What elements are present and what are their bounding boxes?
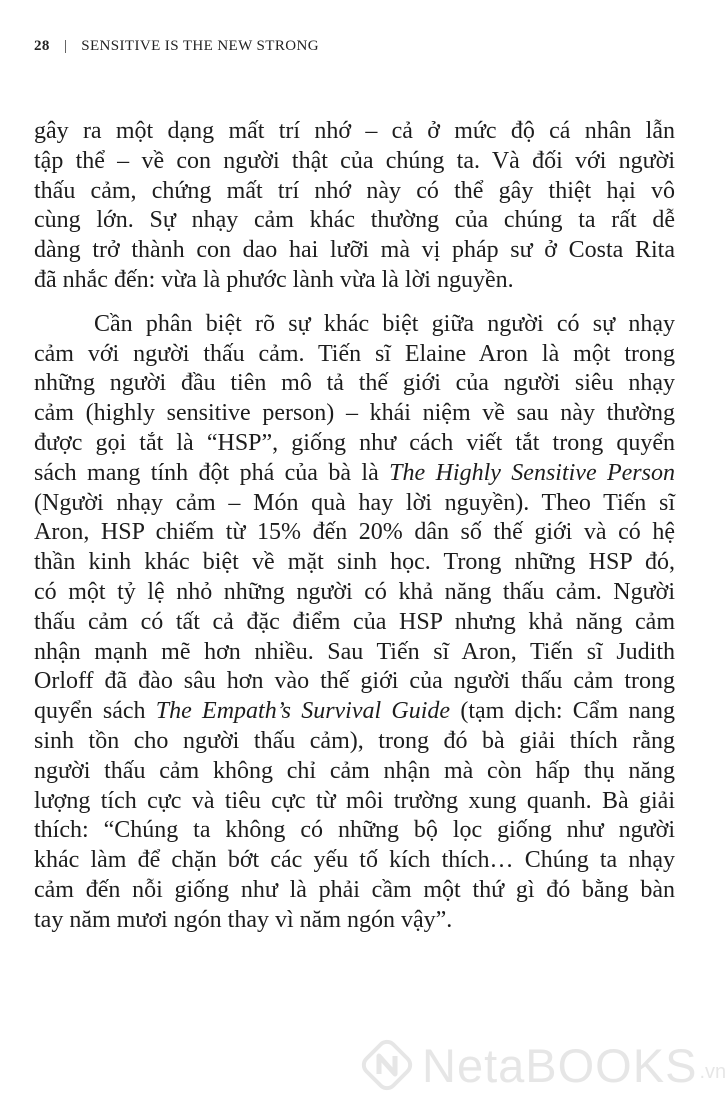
text-line: cảm (highly sensitive person) – khái niệm về sau này thường xyxy=(34,400,675,427)
text-line: có một tỷ lệ nhỏ những người có khả năng thấu cảm. Người xyxy=(34,578,675,605)
text-line: lượng tích cực và tiêu cực từ môi trường xung quanh. Bà giải xyxy=(34,787,675,814)
text-segment: sách mang tính đột phá của bà là xyxy=(34,459,390,486)
header-separator: | xyxy=(63,38,68,54)
text-line: Orloff đã đào sâu hơn vào thế giới của người thấu cảm trong xyxy=(34,668,675,695)
text-line: Aron, HSP chiếm từ 15% đến 20% dân số thế giới và có hệ xyxy=(34,519,675,546)
neta-logo-icon xyxy=(358,1036,416,1094)
text-line: thấu cảm có tất cả đặc điểm của HSP nhưng khả năng cảm xyxy=(34,608,675,635)
running-header xyxy=(34,38,319,55)
text-line: Cần phân biệt rõ sự khác biệt giữa người có sự nhạy xyxy=(94,310,675,337)
text-line: gây ra một dạng mất trí nhớ – cả ở mức độ cá nhân lẫn xyxy=(34,118,675,144)
page-number: 28 xyxy=(34,38,50,54)
text-segment: (tạm dịch: Cẩm nang xyxy=(450,698,676,725)
text-line: khác làm để chặn bớt các yếu tố kích thích… Chúng ta nhạy xyxy=(34,847,675,874)
text-line: sinh tồn cho người thấu cảm), trong đó bà giải thích rằng xyxy=(34,727,675,754)
paragraph-1 xyxy=(34,117,675,296)
text-line: người thấu cảm không chỉ cảm nhận mà còn hấp thụ năng xyxy=(34,757,675,784)
text-line: nhận mạnh mẽ hơn nhiều. Sau Tiến sĩ Aron, Tiến sĩ Judith xyxy=(34,638,675,665)
text-segment: quyển sách xyxy=(34,698,156,725)
book-title-italic: The Empath’s Survival Guide xyxy=(155,698,451,725)
text-line: thấu cảm, chứng mất trí nhớ này có thể gây thiệt hại vô xyxy=(34,177,675,204)
book-title: SENSITIVE IS THE NEW STRONG xyxy=(81,38,319,54)
text-line: được gọi tắt là “HSP”, giống như cách viết tắt trong quyển xyxy=(34,429,675,456)
text-line: thích: “Chúng ta không có những bộ lọc giống như người xyxy=(34,817,675,844)
text-line xyxy=(34,697,675,727)
text-line: tay năm mươi ngón thay vì năm ngón vậy”. xyxy=(34,906,453,933)
page-body xyxy=(34,117,675,936)
text-line: (Người nhạy cảm – Món quà hay lời nguyền). Theo Tiến sĩ xyxy=(34,489,675,516)
text-line: cảm với người thấu cảm. Tiến sĩ Elaine Aron là một trong xyxy=(34,340,675,367)
text-line: những người đầu tiên mô tả thế giới của người siêu nhạy xyxy=(34,370,675,397)
text-line xyxy=(34,459,675,489)
text-line: đã nhắc đến: vừa là phước lành vừa là lời nguyền. xyxy=(34,266,514,293)
paragraph-2 xyxy=(34,310,675,936)
watermark-suffix: .vn xyxy=(699,1060,726,1083)
text-line: cùng lớn. Sự nhạy cảm khác thường của chúng ta rất dễ xyxy=(34,207,675,234)
watermark-brand: NetaBOOKS xyxy=(422,1038,698,1092)
text-line: dàng trở thành con dao hai lưỡi mà vị pháp sư ở Costa Rita xyxy=(34,237,675,264)
book-title-italic: The Highly Sensitive Person xyxy=(389,459,675,486)
text-line: tập thể – về con người thật của chúng ta. Và đối với người xyxy=(34,147,675,174)
text-line: cảm đến nỗi giống như là phải cầm một thứ gì đó bằng bàn xyxy=(34,876,675,903)
watermark xyxy=(358,1036,726,1094)
text-line: thần kinh khác biệt về mặt sinh học. Trong những HSP đó, xyxy=(34,549,675,576)
